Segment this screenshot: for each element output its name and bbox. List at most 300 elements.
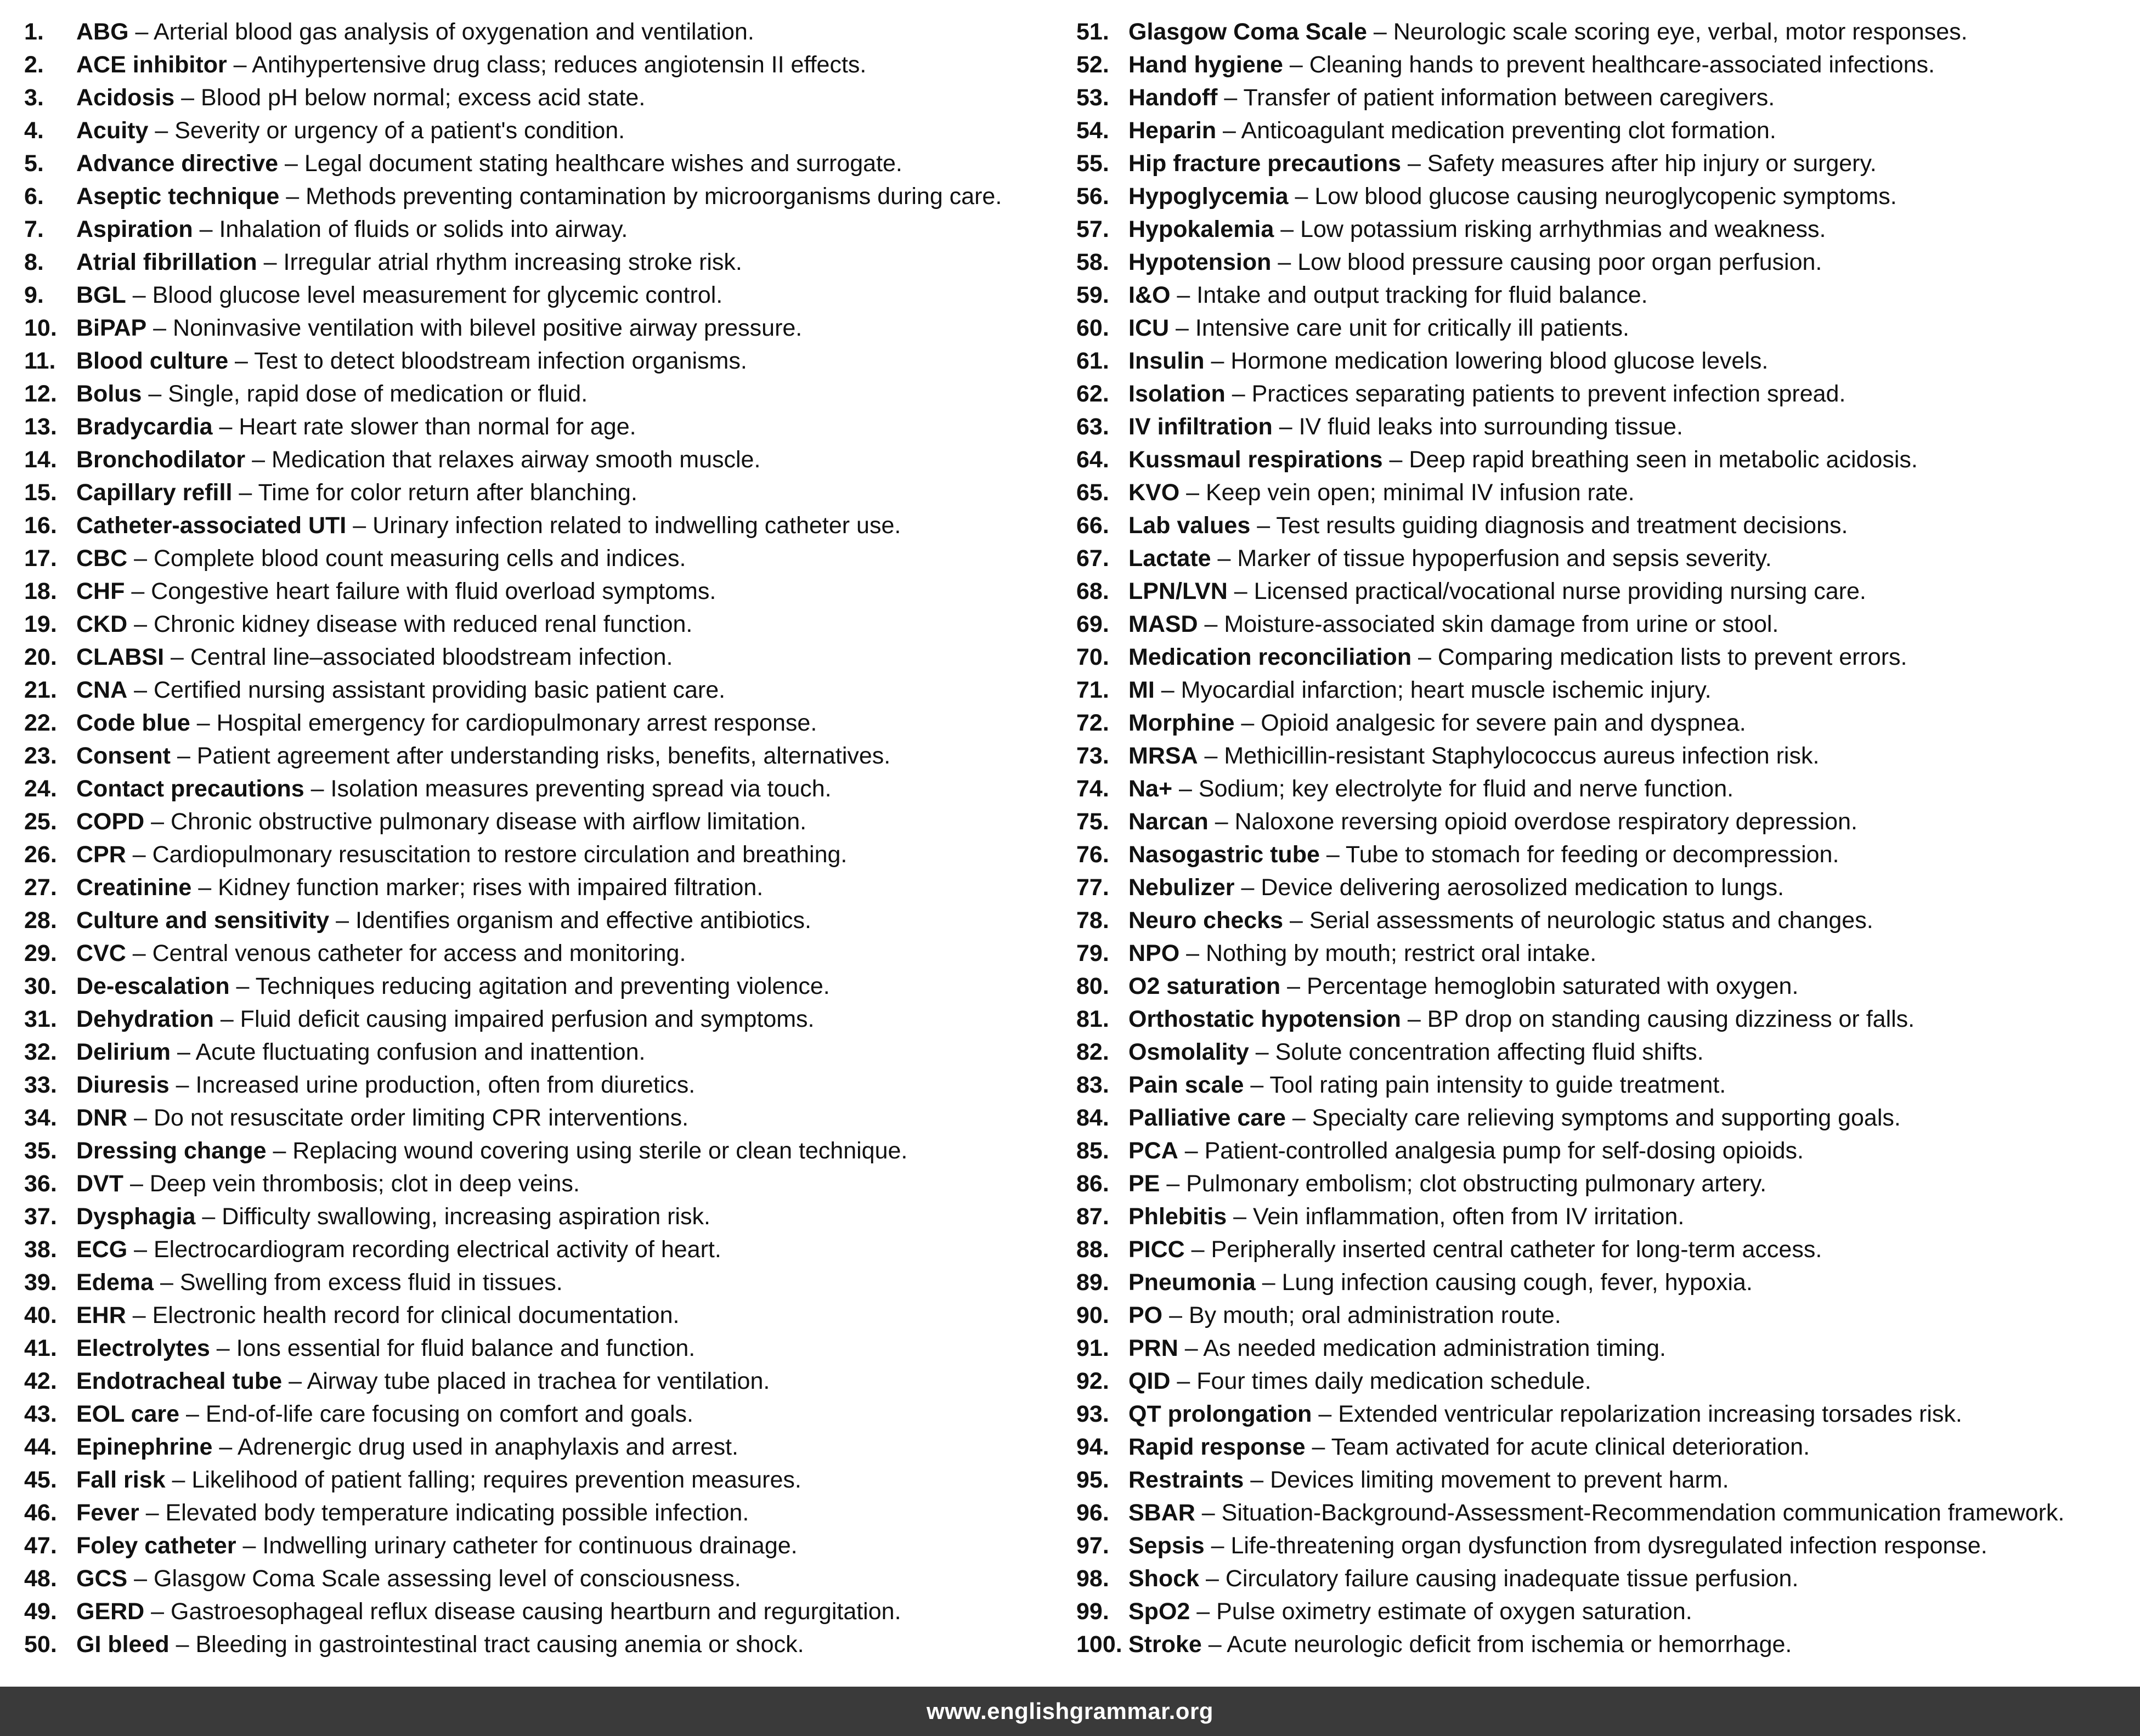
entry-definition: – Cardiopulmonary resuscitation to restore circulation and breathing.: [126, 841, 848, 868]
entry-definition: – Chronic kidney disease with reduced renal function.: [127, 611, 693, 637]
glossary-entry: [1076, 246, 2125, 279]
entry-number: 100.: [1076, 1631, 1122, 1658]
entry-number: 81.: [1076, 1006, 1109, 1032]
entry-definition: – Vein inflammation, often from IV irritation.: [1227, 1203, 1685, 1230]
entry-number: 40.: [24, 1302, 57, 1328]
glossary-entry: [24, 213, 1066, 246]
entry-number: 4.: [24, 117, 44, 144]
entry-number: 36.: [24, 1170, 57, 1197]
entry-number: 95.: [1076, 1467, 1109, 1493]
entry-definition: – Bleeding in gastrointestinal tract causing anemia or shock.: [169, 1631, 804, 1658]
entry-body: [76, 805, 806, 838]
entry-number: 53.: [1076, 84, 1109, 111]
entry-number: 8.: [24, 249, 44, 275]
entry-body: [76, 542, 686, 575]
entry-number: 92.: [1076, 1368, 1109, 1394]
entry-definition: – Inhalation of fluids or solids into airway.: [193, 216, 628, 242]
entry-number: 60.: [1076, 315, 1109, 341]
glossary-entry: [24, 805, 1066, 838]
entry-definition: – Electronic health record for clinical documentation.: [126, 1302, 680, 1328]
entry-number: 78.: [1076, 907, 1109, 934]
entry-number: 73.: [1076, 743, 1109, 769]
glossary-entry: [1076, 147, 2125, 180]
glossary-entry: [1076, 970, 2125, 1003]
entry-definition: – Adrenergic drug used in anaphylaxis and arrest.: [212, 1434, 739, 1460]
glossary-entry: [24, 1463, 1066, 1496]
entry-term: LPN/LVN: [1128, 578, 1228, 604]
entry-term: Advance directive: [76, 150, 279, 177]
glossary-entry: [1076, 114, 2125, 147]
entry-body: [1128, 641, 1907, 674]
entry-number: 58.: [1076, 249, 1109, 275]
entry-body: [76, 1430, 738, 1463]
entry-definition: – Patient agreement after understanding risks, benefits, alternatives.: [171, 743, 891, 769]
entry-body: [76, 279, 722, 312]
glossary-entry: [1076, 1003, 2125, 1036]
entry-definition: – Central venous catheter for access and monitoring.: [126, 940, 686, 966]
entry-term: Shock: [1128, 1565, 1200, 1592]
entry-definition: – Percentage hemoglobin saturated with oxygen.: [1280, 973, 1799, 999]
entry-number: 12.: [24, 381, 57, 407]
entry-number: 55.: [1076, 150, 1109, 177]
entry-term: ACE inhibitor: [76, 52, 227, 78]
entry-body: [76, 509, 901, 542]
glossary-entry: [1076, 213, 2125, 246]
entry-term: Glasgow Coma Scale: [1128, 19, 1367, 45]
entry-term: Catheter-associated UTI: [76, 512, 347, 539]
entry-term: SpO2: [1128, 1598, 1190, 1625]
entry-definition: – Team activated for acute clinical deterioration.: [1305, 1434, 1810, 1460]
entry-term: Fever: [76, 1500, 139, 1526]
glossary-entry: [1076, 706, 2125, 739]
entry-body: [76, 937, 686, 970]
entry-term: Isolation: [1128, 381, 1226, 407]
entry-number: 54.: [1076, 117, 1109, 144]
entry-number: 47.: [24, 1533, 57, 1559]
glossary-entry: [1076, 838, 2125, 871]
glossary-entry: [24, 1266, 1066, 1299]
entry-number: 66.: [1076, 512, 1109, 539]
entry-body: [1128, 114, 1776, 147]
entry-number: 39.: [24, 1269, 57, 1296]
entry-body: [1128, 1134, 1804, 1167]
entry-number: 15.: [24, 479, 57, 506]
entry-number: 23.: [24, 743, 57, 769]
glossary-entry: [24, 1134, 1066, 1167]
entry-term: Kussmaul respirations: [1128, 446, 1383, 473]
entry-body: [1128, 312, 1629, 344]
entry-term: Hypoglycemia: [1128, 183, 1289, 210]
glossary-entry: [1076, 805, 2125, 838]
entry-number: 38.: [24, 1236, 57, 1263]
entry-number: 32.: [24, 1039, 57, 1065]
entry-body: [76, 312, 802, 344]
entry-term: Narcan: [1128, 808, 1209, 835]
glossary-entry: [1076, 575, 2125, 608]
entry-body: [76, 608, 692, 641]
entry-body: [1128, 1167, 1766, 1200]
entry-number: 29.: [24, 940, 57, 966]
entry-body: [1128, 1562, 1798, 1595]
entry-number: 79.: [1076, 940, 1109, 966]
entry-term: Culture and sensitivity: [76, 907, 330, 934]
glossary-entry: [24, 1496, 1066, 1529]
entry-body: [76, 1134, 907, 1167]
entry-body: [76, 147, 902, 180]
entry-definition: – Four times daily medication schedule.: [1170, 1368, 1591, 1394]
entry-number: 88.: [1076, 1236, 1109, 1263]
entry-definition: – As needed medication administration timing.: [1178, 1335, 1666, 1361]
entry-term: Aseptic technique: [76, 183, 280, 210]
entry-term: Fall risk: [76, 1467, 166, 1493]
entry-term: DVT: [76, 1170, 123, 1197]
entry-number: 3.: [24, 84, 44, 111]
glossary-entry: [1076, 1628, 2125, 1661]
glossary-entry: [24, 838, 1066, 871]
entry-number: 45.: [24, 1467, 57, 1493]
entry-term: GCS: [76, 1565, 128, 1592]
entry-term: Edema: [76, 1269, 154, 1296]
entry-body: [76, 674, 725, 706]
entry-definition: – Intensive care unit for critically ill patients.: [1169, 315, 1629, 341]
entry-body: [1128, 1003, 1915, 1036]
entry-body: [1128, 1299, 1561, 1332]
entry-definition: – Antihypertensive drug class; reduces angiotensin II effects.: [227, 52, 867, 78]
entry-body: [76, 772, 832, 805]
glossary-entry: [24, 246, 1066, 279]
entry-body: [1128, 476, 1635, 509]
glossary-entry: [24, 772, 1066, 805]
glossary-entry: [1076, 476, 2125, 509]
glossary-entry: [1076, 1266, 2125, 1299]
entry-body: [76, 81, 645, 114]
entry-body: [1128, 344, 1768, 377]
glossary-entry: [24, 15, 1066, 48]
glossary-entry: [24, 377, 1066, 410]
glossary-entry: [1076, 180, 2125, 213]
entry-definition: – Safety measures after hip injury or surgery.: [1401, 150, 1877, 177]
entry-body: [1128, 48, 1935, 81]
entry-number: 97.: [1076, 1533, 1109, 1559]
glossary-entry: [1076, 772, 2125, 805]
entry-term: Endotracheal tube: [76, 1368, 283, 1394]
glossary-entry: [24, 1529, 1066, 1562]
glossary-entry: [24, 542, 1066, 575]
glossary-entry: [1076, 1398, 2125, 1430]
entry-number: 85.: [1076, 1138, 1109, 1164]
entry-definition: – Deep vein thrombosis; clot in deep veins.: [123, 1170, 580, 1197]
entry-definition: – Test results guiding diagnosis and treatment decisions.: [1250, 512, 1848, 539]
entry-body: [1128, 542, 1772, 575]
entry-number: 26.: [24, 841, 57, 868]
entry-body: [76, 739, 890, 772]
entry-number: 10.: [24, 315, 57, 341]
entry-term: EHR: [76, 1302, 126, 1328]
glossary-entry: [1076, 410, 2125, 443]
entry-term: Insulin: [1128, 348, 1205, 374]
entry-term: Dressing change: [76, 1138, 267, 1164]
entry-definition: – Comparing medication lists to prevent errors.: [1411, 644, 1907, 670]
glossary-entry: [24, 641, 1066, 674]
entry-definition: – Single, rapid dose of medication or fluid.: [142, 381, 588, 407]
entry-number: 1.: [24, 19, 44, 45]
entry-term: Pain scale: [1128, 1072, 1244, 1098]
glossary-entry: [1076, 1200, 2125, 1233]
entry-number: 90.: [1076, 1302, 1109, 1328]
entry-term: Atrial fibrillation: [76, 249, 257, 275]
entry-number: 99.: [1076, 1598, 1109, 1625]
entry-term: KVO: [1128, 479, 1180, 506]
entry-definition: – Medication that relaxes airway smooth muscle.: [245, 446, 761, 473]
entry-term: Capillary refill: [76, 479, 233, 506]
entry-definition: – Likelihood of patient falling; requires prevention measures.: [165, 1467, 801, 1493]
entry-term: EOL care: [76, 1401, 180, 1427]
entry-definition: – Specialty care relieving symptoms and supporting goals.: [1285, 1105, 1901, 1131]
glossary-entry: [24, 476, 1066, 509]
entry-term: Hypokalemia: [1128, 216, 1274, 242]
glossary-entry: [1076, 15, 2125, 48]
entry-term: Heparin: [1128, 117, 1217, 144]
entry-term: PRN: [1128, 1335, 1178, 1361]
footer-bar: [0, 1687, 2140, 1736]
entry-term: Sepsis: [1128, 1533, 1205, 1559]
entry-definition: – Complete blood count measuring cells and indices.: [127, 545, 686, 572]
glossary-entry: [24, 1299, 1066, 1332]
entry-definition: – Situation-Background-Assessment-Recommendation communication framework.: [1195, 1500, 2065, 1526]
entry-number: 80.: [1076, 973, 1109, 999]
entry-definition: – Severity or urgency of a patient's condition.: [148, 117, 625, 144]
entry-number: 65.: [1076, 479, 1109, 506]
glossary-entry: [24, 1036, 1066, 1068]
entry-body: [76, 443, 760, 476]
entry-term: CPR: [76, 841, 126, 868]
entry-term: Hip fracture precautions: [1128, 150, 1401, 177]
glossary-entry: [24, 608, 1066, 641]
glossary-entry: [24, 1200, 1066, 1233]
entry-body: [76, 1068, 695, 1101]
entry-definition: – Time for color return after blanching.: [232, 479, 637, 506]
entry-term: Acuity: [76, 117, 149, 144]
entry-number: 19.: [24, 611, 57, 637]
entry-number: 91.: [1076, 1335, 1109, 1361]
entry-term: CLABSI: [76, 644, 165, 670]
glossary-entry: [1076, 1332, 2125, 1365]
entry-body: [76, 1332, 695, 1365]
entry-term: Osmolality: [1128, 1039, 1249, 1065]
entry-definition: – Devices limiting movement to prevent harm.: [1244, 1467, 1729, 1493]
entry-definition: – IV fluid leaks into surrounding tissue.: [1272, 414, 1683, 440]
glossary-entry: [1076, 1463, 2125, 1496]
entry-number: 67.: [1076, 545, 1109, 572]
glossary-entry: [24, 904, 1066, 937]
entry-definition: – Glasgow Coma Scale assessing level of consciousness.: [127, 1565, 741, 1592]
entry-body: [76, 180, 1002, 213]
glossary-entry: [24, 312, 1066, 344]
entry-term: Blood culture: [76, 348, 229, 374]
entry-number: 52.: [1076, 52, 1109, 78]
entry-body: [1128, 1101, 1901, 1134]
entry-definition: – Cleaning hands to prevent healthcare-associated infections.: [1283, 52, 1935, 78]
entry-definition: – Fluid deficit causing impaired perfusion and symptoms.: [213, 1006, 815, 1032]
entry-body: [76, 1200, 710, 1233]
entry-body: [76, 1101, 688, 1134]
entry-term: Morphine: [1128, 710, 1235, 736]
entry-term: GI bleed: [76, 1631, 170, 1658]
entry-definition: – Tool rating pain intensity to guide treatment.: [1244, 1072, 1726, 1098]
entry-definition: – Indwelling urinary catheter for continuous drainage.: [236, 1533, 798, 1559]
entry-number: 50.: [24, 1631, 57, 1658]
entry-definition: – Difficulty swallowing, increasing aspiration risk.: [195, 1203, 710, 1230]
entry-definition: – Ions essential for fluid balance and function.: [210, 1335, 696, 1361]
glossary-entry: [1076, 1430, 2125, 1463]
entry-body: [76, 1365, 770, 1398]
entry-body: [1128, 1068, 1726, 1101]
entry-definition: – Irregular atrial rhythm increasing stroke risk.: [257, 249, 742, 275]
entry-term: Dehydration: [76, 1006, 214, 1032]
entry-term: MASD: [1128, 611, 1198, 637]
glossary-entry: [1076, 1167, 2125, 1200]
entry-term: DNR: [76, 1105, 128, 1131]
glossary-entry: [1076, 674, 2125, 706]
entry-term: CBC: [76, 545, 128, 572]
glossary-entry: [1076, 1299, 2125, 1332]
entry-definition: – Legal document stating healthcare wishes and surrogate.: [278, 150, 902, 177]
entry-definition: – Tube to stomach for feeding or decompression.: [1319, 841, 1839, 868]
glossary-column-right: [1076, 15, 2125, 1661]
glossary-entry: [1076, 641, 2125, 674]
entry-body: [76, 641, 673, 674]
glossary-entry: [24, 674, 1066, 706]
entry-number: 62.: [1076, 381, 1109, 407]
entry-term: QT prolongation: [1128, 1401, 1312, 1427]
glossary-entry: [24, 48, 1066, 81]
entry-definition: – Licensed practical/vocational nurse providing nursing care.: [1227, 578, 1866, 604]
entry-term: ICU: [1128, 315, 1170, 341]
entry-body: [76, 114, 625, 147]
entry-term: CKD: [76, 611, 128, 637]
entry-number: 83.: [1076, 1072, 1109, 1098]
entry-term: Delirium: [76, 1039, 171, 1065]
glossary-entry: [24, 1398, 1066, 1430]
entry-body: [1128, 1430, 1810, 1463]
entry-definition: – Low potassium risking arrhythmias and weakness.: [1274, 216, 1826, 242]
entry-number: 84.: [1076, 1105, 1109, 1131]
glossary-entry: [1076, 1134, 2125, 1167]
entry-term: Bradycardia: [76, 414, 213, 440]
entry-definition: – End-of-life care focusing on comfort and goals.: [179, 1401, 693, 1427]
entry-term: Neuro checks: [1128, 907, 1284, 934]
entry-definition: – Circulatory failure causing inadequate tissue perfusion.: [1199, 1565, 1799, 1592]
glossary-entry: [24, 1365, 1066, 1398]
entry-number: 43.: [24, 1401, 57, 1427]
entry-definition: – Swelling from excess fluid in tissues.: [154, 1269, 563, 1296]
entry-number: 87.: [1076, 1203, 1109, 1230]
entry-term: Orthostatic hypotension: [1128, 1006, 1401, 1032]
entry-number: 94.: [1076, 1434, 1109, 1460]
entry-body: [76, 970, 830, 1003]
glossary-entry: [1076, 1233, 2125, 1266]
entry-definition: – Test to detect bloodstream infection organisms.: [228, 348, 747, 374]
glossary-entry: [1076, 1101, 2125, 1134]
entry-definition: – Moisture-associated skin damage from urine or stool.: [1198, 611, 1779, 637]
entry-term: O2 saturation: [1128, 973, 1281, 999]
glossary-column-left: [24, 15, 1066, 1661]
entry-definition: – Increased urine production, often from diuretics.: [169, 1072, 696, 1098]
entry-definition: – Heart rate slower than normal for age.: [212, 414, 636, 440]
entry-body: [1128, 246, 1822, 279]
glossary-entry: [24, 279, 1066, 312]
entry-term: PE: [1128, 1170, 1160, 1197]
entry-term: Stroke: [1128, 1631, 1202, 1658]
entry-number: 20.: [24, 644, 57, 670]
entry-body: [1128, 1496, 2064, 1529]
entry-number: 5.: [24, 150, 44, 177]
entry-definition: – Chronic obstructive pulmonary disease with airflow limitation.: [144, 808, 807, 835]
entry-term: Bronchodilator: [76, 446, 246, 473]
entry-term: Palliative care: [1128, 1105, 1286, 1131]
entry-definition: – Certified nursing assistant providing basic patient care.: [127, 677, 726, 703]
entry-term: Hypotension: [1128, 249, 1272, 275]
entry-definition: – Nothing by mouth; restrict oral intake.: [1179, 940, 1597, 966]
entry-body: [1128, 871, 1784, 904]
entry-term: Bolus: [76, 381, 142, 407]
entry-definition: – Sodium; key electrolyte for fluid and nerve function.: [1172, 776, 1734, 802]
entry-term: COPD: [76, 808, 145, 835]
entry-definition: – Keep vein open; minimal IV infusion rate.: [1179, 479, 1635, 506]
entry-definition: – Identifies organism and effective antibiotics.: [329, 907, 811, 934]
entry-term: BiPAP: [76, 315, 147, 341]
entry-body: [1128, 937, 1596, 970]
footer-website-url[interactable]: www.englishgrammar.org: [927, 1698, 1213, 1724]
entry-definition: – Lung infection causing cough, fever, hypoxia.: [1255, 1269, 1753, 1296]
entry-term: ECG: [76, 1236, 128, 1263]
entry-number: 82.: [1076, 1039, 1109, 1065]
entry-number: 34.: [24, 1105, 57, 1131]
entry-body: [76, 1266, 563, 1299]
entry-body: [1128, 377, 1845, 410]
entry-body: [1128, 1365, 1591, 1398]
entry-number: 2.: [24, 52, 44, 78]
entry-body: [76, 1036, 645, 1068]
entry-body: [1128, 180, 1897, 213]
glossary-entry: [1076, 48, 2125, 81]
entry-term: ABG: [76, 19, 129, 45]
entry-term: MRSA: [1128, 743, 1198, 769]
entry-term: CVC: [76, 940, 126, 966]
entry-number: 77.: [1076, 874, 1109, 901]
entry-body: [1128, 674, 1712, 706]
entry-number: 76.: [1076, 841, 1109, 868]
entry-body: [76, 575, 716, 608]
entry-definition: – Opioid analgesic for severe pain and dyspnea.: [1234, 710, 1746, 736]
glossary-entry: [24, 443, 1066, 476]
entry-definition: – Acute fluctuating confusion and inattention.: [171, 1039, 646, 1065]
glossary-entry: [24, 1068, 1066, 1101]
entry-definition: – Myocardial infarction; heart muscle ischemic injury.: [1154, 677, 1712, 703]
entry-body: [1128, 904, 1873, 937]
entry-term: CNA: [76, 677, 128, 703]
entry-number: 59.: [1076, 282, 1109, 308]
entry-term: Consent: [76, 743, 171, 769]
glossary-columns: [24, 15, 2125, 1672]
entry-body: [1128, 1266, 1753, 1299]
entry-definition: – Device delivering aerosolized medication to lungs.: [1234, 874, 1785, 901]
entry-number: 11.: [24, 348, 56, 374]
entry-number: 24.: [24, 776, 57, 802]
entry-body: [76, 838, 847, 871]
glossary-entry: [24, 180, 1066, 213]
entry-number: 70.: [1076, 644, 1109, 670]
